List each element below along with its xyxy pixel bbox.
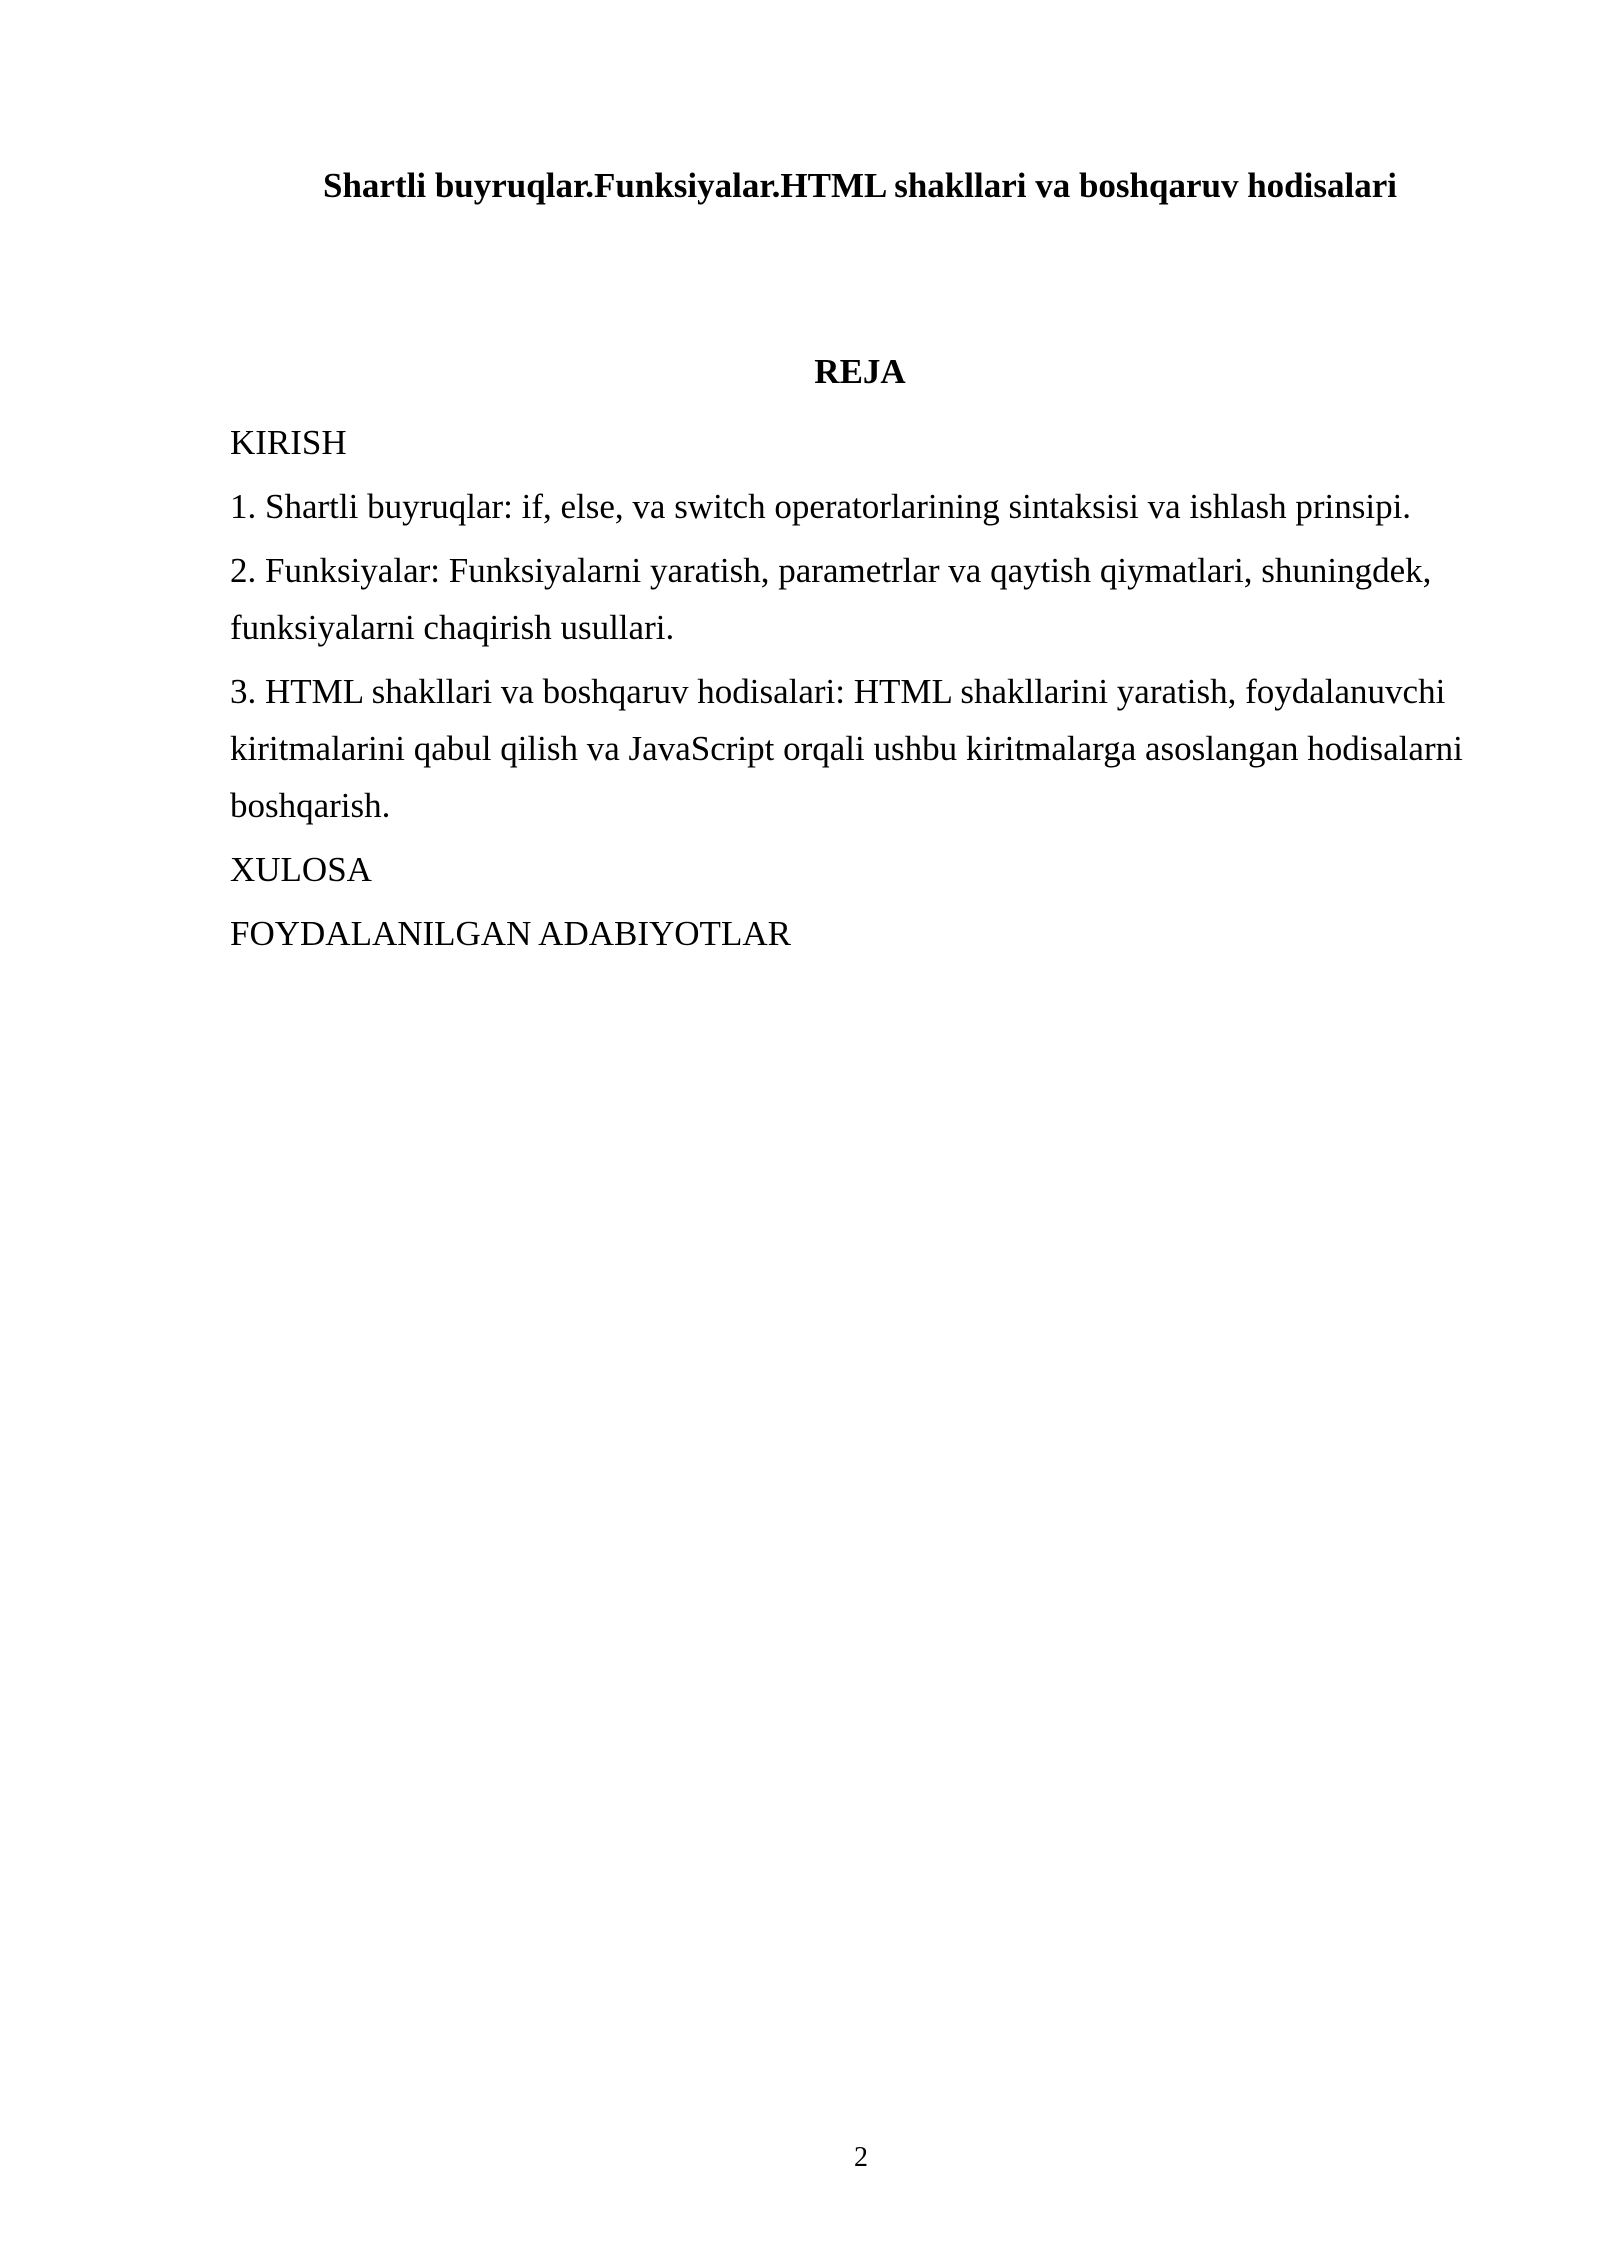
plan-item-html-forms-events: 3. HTML shakllari va boshqaruv hodisalari: HTML shakllarini yaratish, foydalanuvchi kiritmalarini qabul qilish va JavaScript orqali ushbu kiritmalarga asoslangan hodisalarni boshqarish. [230,672,1463,825]
plan-item-functions: 2. Funksiyalar: Funksiyalarni yaratish, parametrlar va qaytish qiymatlari, shuningdek, funksiyalarni chaqirish usullari. [230,551,1432,647]
plan-item-conditional-statements: 1. Shartli buyruqlar: if, else, va switch operatorlarining sintaksisi va ishlash prinsipi. [230,487,1412,526]
plan-item-conclusion: XULOSA [230,850,372,889]
page-number: 2 [854,2142,868,2173]
plan-list [230,414,1500,969]
plan-item-references: FOYDALANILGAN ADABIYOTLAR [230,914,791,953]
plan-heading: REJA [814,352,906,391]
document-title: Shartli buyruqlar.Funksiyalar.HTML shakllari va boshqaruv hodisalari [323,166,1397,205]
plan-item-introduction: KIRISH [230,423,347,462]
